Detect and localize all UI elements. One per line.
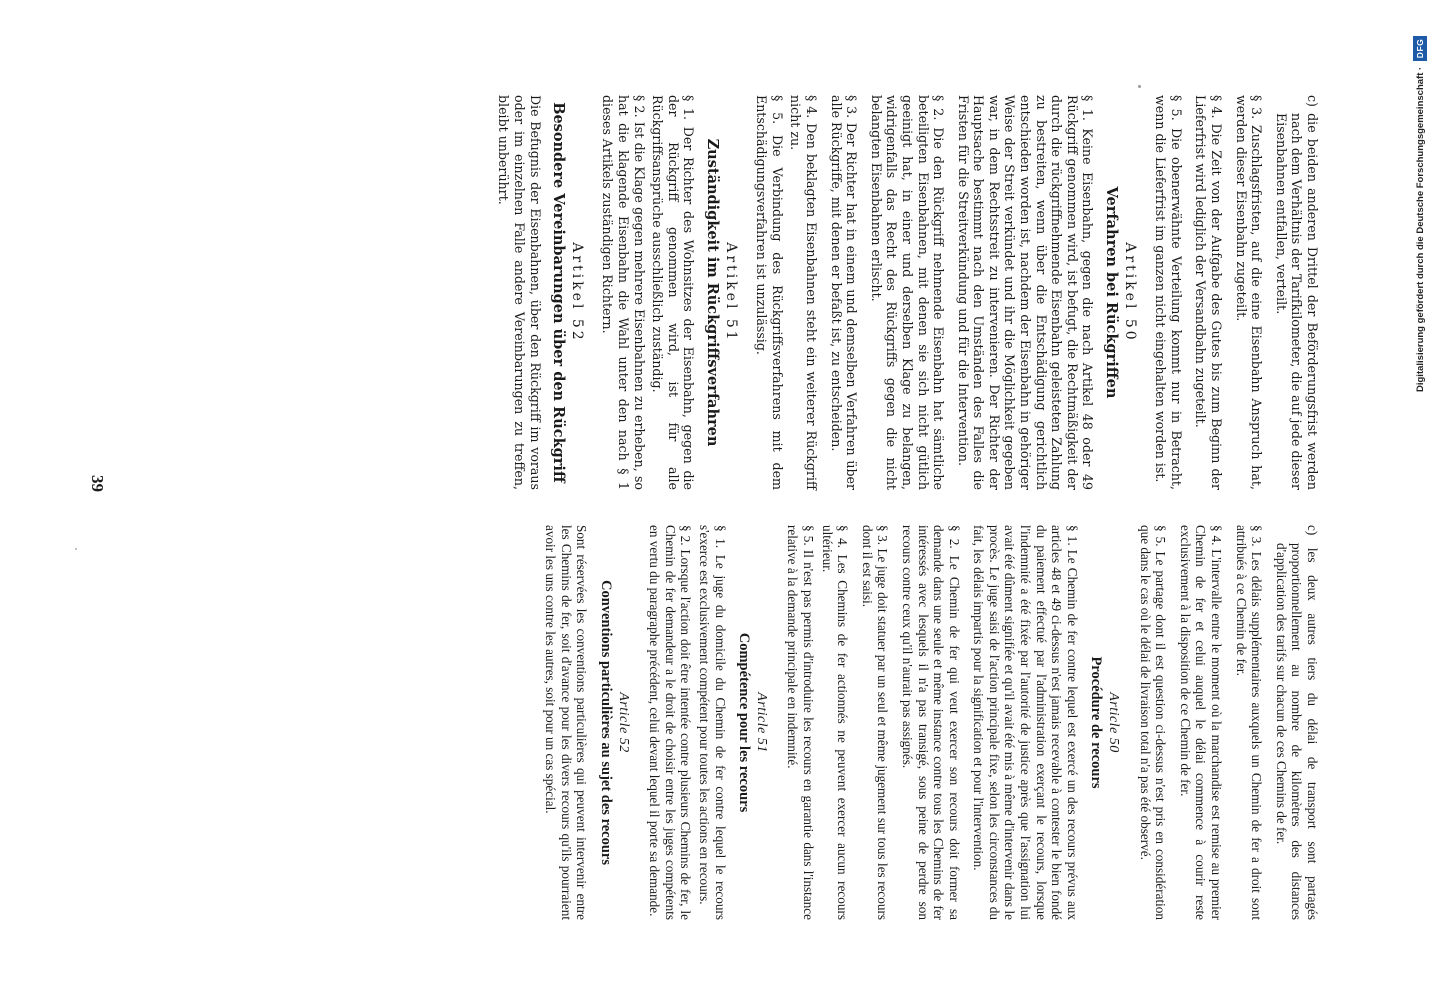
german-article-50-paragraph-4: § 4. Den beklagten Eisenbahnen steht ein weiterer Rückgriff nicht zu. xyxy=(788,95,819,490)
page-number: 39 xyxy=(88,475,107,492)
french-article-52-paragraph-1: Sont réservées les conventions particulières qui peuvent intervenir entre les Chemins de fer, soit d'avance pour les divers recours qu'ils pourraient avoir les uns contre les autres, soit pour un cas spécial. xyxy=(543,525,590,920)
french-article-52-title: Conventions particulières au sujet des recours xyxy=(598,579,615,866)
german-paragraph-3: § 3. Zuschlagsfristen, auf die eine Eisenbahn Anspruch hat, werden dieser Eisenbahn zugeteilt. xyxy=(1233,95,1265,490)
french-article-50-paragraph-3: § 3. Le juge doit statuer par un seul et même jugement sur tous les recours dont il est saisi. xyxy=(859,525,891,920)
german-article-52-number: Artikel 52 xyxy=(568,242,585,343)
french-article-50-paragraph-1: § 1. Le Chemin de fer contre lequel est exercé un des recours prévus aux articles 48 et 49 ci-dessus n'est jamais recevable à contester le bien fondé du paiement effectué par l'administration exerçant le recours, lorsque l'indemnité a été fixée par l'autorité de justice après que l'assignation lui avait été dûment signifiée et qu'il avait été mis à même d'intervenir dans le procès. Le juge saisi de l'action principale fixe, selon les circonstances du fait, les délais impartis pour la signification et pour l'intervention. xyxy=(971,525,1080,920)
scan-speck xyxy=(75,548,77,550)
french-article-50-number: Article 50 xyxy=(1106,692,1122,753)
german-article-50-title: Verfahren bei Rückgriffen xyxy=(1103,186,1121,399)
german-article-50-number: Artikel 50 xyxy=(1121,242,1138,343)
german-article-51-paragraph-1: § 1. Der Richter des Wohnsitzes der Eisenbahn, gegen die der Rückgriff genommen wird, ist für alle Rückgriffsansprüche ausschließlich zuständig. xyxy=(650,95,697,490)
german-article-50-paragraph-2: § 2. Die den Rückgriff nehmende Eisenbahn hat sämtliche beteiligten Eisenbahnen, mit denen sie sich nicht gütlich geeinigt hat, in einer und derselben Klage zu belangen, widrigenfalls das Recht des Rückgriffs gegen die nicht belangten Eisenbahnen erlischt. xyxy=(868,95,947,490)
german-article-51-number: Artikel 51 xyxy=(722,242,739,343)
french-article-50-paragraph-4: § 4. Les Chemins de fer actionnés ne peuvent exercer aucun recours ultérieur. xyxy=(819,525,851,920)
french-article-50-title: Procédure de recours xyxy=(1088,656,1105,789)
german-paragraph-c: c) die beiden anderen Drittel der Beförderungsfrist werden nach dem Verhältnis der Tarifkilometer, die auf jede dieser Eisenbahnen entfallen, verteilt. xyxy=(1273,95,1320,490)
german-article-50-paragraph-5: § 5. Die Verbindung des Rückgriffsverfahrens mit dem Entschädigungsverfahren ist unzulässig. xyxy=(754,95,785,490)
french-article-50-paragraph-5: § 5. Il n'est pas permis d'introduire les recours en garantie dans l'instance relative à la demande principale en indemnité. xyxy=(785,525,816,920)
french-paragraph-4: § 4. L'intervalle entre le moment où la marchandise est remise au premier Chemin de fer et celui auquel le délai commence à courir reste exclusivement à la disposition de ce Chemin de fer. xyxy=(1177,525,1225,920)
german-article-51-paragraph-2: § 2. Ist die Klage gegen mehrere Eisenbahnen zu erheben, so hat die klagende Eisenbahn die Wahl unter den nach § 1 dieses Artikels zuständigen Richtern. xyxy=(600,95,647,490)
french-article-51-paragraph-2: § 2. Lorsque l'action doit être intentée contre plusieurs Chemins de fer, le Chemin de fer demandeur a le droit de choisir entre les juges compétents en vertu du paragraphe précédent, celui devant lequel il porte sa demande. xyxy=(647,525,694,920)
dfg-logo: DFG xyxy=(1413,36,1427,61)
french-article-50-paragraph-2: § 2. Le Chemin de fer qui veut exercer son recours doit former sa demande dans une seule et même instance contre tous les Chemins de fer intéressés avec lesquels il n'a pas transigé, sous peine de perdre son recours contre ceux qu'il n'aurait pas assignés. xyxy=(899,525,962,920)
german-article-51-title: Zuständigkeit im Rückgriffsverfahren xyxy=(704,138,721,447)
german-paragraph-4: § 4. Die Zeit von der Aufgabe des Gutes bis zum Beginn der Lieferfrist wird lediglich der Versandbahn zugeteilt. xyxy=(1193,95,1225,490)
digitization-credit-text: Digitalisierung gefördert durch die Deutsche Forschungsgemeinschaft xyxy=(1415,72,1426,392)
german-article-52-paragraph-1: Die Befugnis der Eisenbahnen, über den Rückgriff im voraus oder im einzelnen Falle andere Vereinbarungen zu treffen, bleibt unberührt. xyxy=(496,95,543,490)
german-paragraph-5: § 5. Die obenerwähnte Verteilung kommt nur in Betracht, wenn die Lieferfrist im ganzen nicht eingehalten worden ist. xyxy=(1153,95,1184,490)
french-article-52-number: Article 52 xyxy=(615,692,631,753)
french-column xyxy=(534,525,1320,920)
french-article-51-number: Article 51 xyxy=(753,692,769,753)
scan-speck xyxy=(1138,85,1141,88)
french-paragraph-5: § 5. Le partage dont il est question ci-dessus n'est pris en considération que dans le cas où le délai de livraison total n'a pas été observé. xyxy=(1137,525,1169,920)
german-article-52-title: Besondere Vereinbarungen über den Rückgriff xyxy=(550,102,568,483)
french-article-51-paragraph-1: § 1. Le juge du domicile du Chemin de fer contre lequel le recours s'exerce est exclusivement compétent pour toutes les actions en recours. xyxy=(697,525,728,920)
french-paragraph-3: § 3. Les délais supplémentaires auxquels un Chemin de fer a droit sont attribués à ce Chemin de fer. xyxy=(1233,525,1265,920)
german-article-50-paragraph-3: § 3. Der Richter hat in einem und demselben Verfahren über alle Rückgriffe, mit denen er befaßt ist, zu entscheiden. xyxy=(828,95,860,490)
french-paragraph-c: c) les deux autres tiers du délai de transport sont partagés proportionnellement au nombre de kilomètres des distances d'application des tarifs sur chacun de ces Chemins de fer. xyxy=(1273,525,1320,920)
french-article-51-title: Compétence pour les recours xyxy=(736,632,753,813)
german-article-50-paragraph-1: § 1. Keine Eisenbahn, gegen die nach Artikel 48 oder 49 Rückgriff genommen wird, ist befugt, die Rechtmäßigkeit der durch die rückgriffnehmende Eisenbahn geleisteten Zahlung zu bestreiten, wenn über die Entschädigung gerichtlich entschieden worden ist, nachdem der Eisenbahn in gehöriger Weise der Streit verkündet und ihr die Möglichkeit gegeben war, in dem Rechtsstreit zu intervenieren. Der Richter der Hauptsache bestimmt nach den Umständen des Falles die Fristen für die Streitverkündung und für die Intervention. xyxy=(955,95,1096,490)
german-column xyxy=(487,95,1320,490)
digitization-credit: Digitalisierung gefördert durch die Deutsche Forschungsgemeinschaft · DFG xyxy=(1413,12,1434,392)
digitization-credit-sidebar xyxy=(1408,12,1432,392)
rotated-page-content xyxy=(90,95,1320,925)
